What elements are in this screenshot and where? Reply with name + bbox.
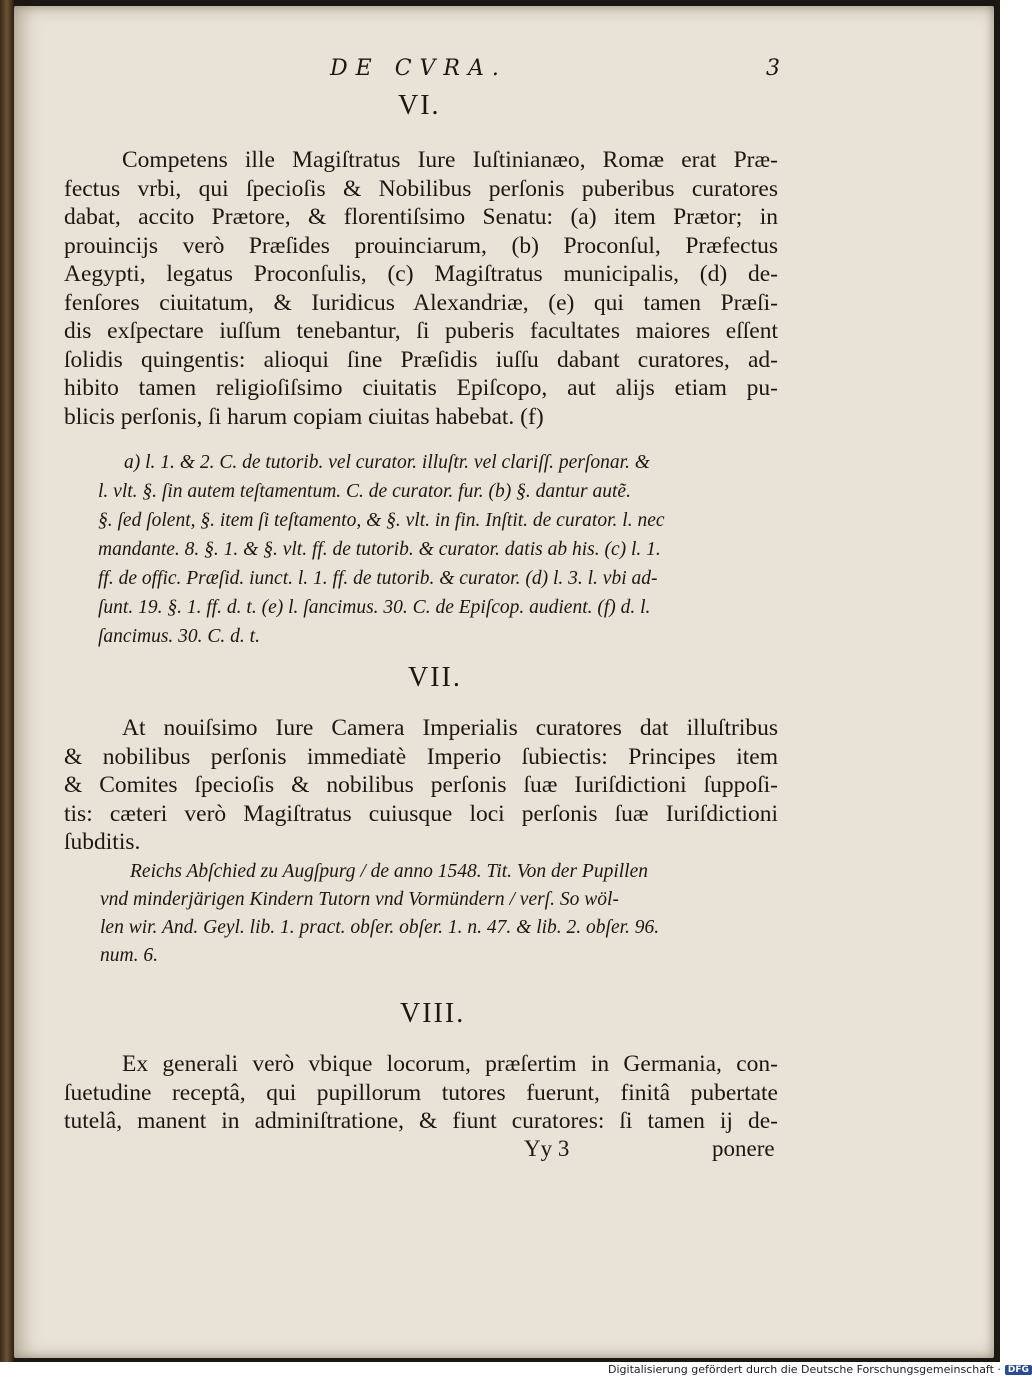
text-line: fectus vrbi, qui ſpecioſis & Nobilibus perſonis puberibus curatores xyxy=(64,175,778,202)
page-number: 3 xyxy=(766,56,780,81)
text-line: dis exſpectare iuſſum tenebantur, ſi puberis facultates maiores eſſent xyxy=(64,318,778,344)
note-line: ff. de offic. Præſid. iunct. l. 1. ff. de tutorib. & curator. (d) l. 3. l. vbi ad- xyxy=(98,568,658,589)
text-line: fenſores ciuitatum, & Iuridicus Alexandriæ, (e) qui tamen Præſi- xyxy=(64,289,778,316)
text-line: hibito tamen religioſiſsimo ciuitatis Epiſcopo, aut alijs etiam pu- xyxy=(64,375,778,401)
catchword: ponere xyxy=(712,1136,775,1161)
note-line: a) l. 1. & 2. C. de tutorib. vel curator. illuſtr. vel clariſſ. perſonar. & xyxy=(124,452,650,473)
text-line: tutelâ, manent in adminiſtratione, & fiunt curatores: ſi tamen ij de- xyxy=(64,1108,778,1134)
paragraph-vi xyxy=(64,146,778,431)
note-line: mandante. 8. §. 1. & §. vlt. ff. de tutorib. & curator. datis ab his. (c) l. 1. xyxy=(98,539,661,560)
running-head: DE CVRA. xyxy=(330,56,507,81)
section-heading-vii: VII. xyxy=(408,662,462,693)
text-line: ſuetudine receptâ, qui pupillorum tutores fuerunt, finitâ pubertate xyxy=(64,1079,778,1106)
footnotes-vii xyxy=(100,858,790,970)
note-line: §. ſed ſolent, §. item ſi teſtamento, & §. vlt. in fin. Inſtit. de curator. l. nec xyxy=(98,510,665,531)
note-line: l. vlt. §. ſin autem teſtamentum. C. de curator. fur. (b) §. dantur autẽ. xyxy=(98,481,631,502)
note-line: ſunt. 19. §. 1. ff. d. t. (e) l. ſancimus. 30. C. de Epiſcop. audient. (f) d. l. xyxy=(98,597,651,618)
text-line: tis: cæteri verò Magiſtratus cuiusque loci perſonis ſuæ Iuriſdictioni xyxy=(64,800,778,827)
note-line: ſancimus. 30. C. d. t. xyxy=(98,626,260,647)
book-edge xyxy=(0,0,14,1362)
text-line: ſubditis. xyxy=(64,829,141,855)
text-line: Aegypti, legatus Proconſulis, (c) Magiſtratus municipalis, (d) de- xyxy=(64,261,778,287)
paragraph-vii xyxy=(64,714,778,857)
text-line: blicis perſonis, ſi harum copiam ciuitas habebat. (f) xyxy=(64,403,544,430)
signature-mark: Yy 3 xyxy=(524,1136,570,1161)
text-line: Ex generali verò vbique locorum, præſertim in Germania, con- xyxy=(122,1051,778,1077)
section-heading-vi: VI. xyxy=(398,90,441,121)
text-line: dabat, accito Prætore, & florentiſsimo Senatu: (a) item Prætor; in xyxy=(64,204,778,230)
note-line: Reichs Abſchied zu Augſpurg / de anno 1548. Tit. Von der Pupillen xyxy=(130,861,648,882)
footer-text: Digitalisierung gefördert durch die Deutsche Forschungsgemeinschaft · xyxy=(608,1363,1001,1376)
text-line: At nouiſsimo Iure Camera Imperialis curatores dat illuſtribus xyxy=(122,715,778,741)
footnotes-vi xyxy=(98,448,758,651)
text-line: prouincijs verò Præſides prouinciarum, (b) Proconſul, Præfectus xyxy=(64,232,778,259)
text-line: & nobilibus perſonis immediatè Imperio ſubiectis: Principes item xyxy=(64,743,778,770)
text-line: Competens ille Magiſtratus Iure Iuſtinianæo, Romæ erat Præ- xyxy=(122,147,778,173)
digitization-footer xyxy=(608,1363,1032,1376)
note-line: len wir. And. Geyl. lib. 1. pract. obſer. obſer. 1. n. 47. & lib. 2. obſer. 96. xyxy=(100,917,660,938)
text-line: ſolidis quingentis: alioqui ſine Præſidis iuſſu dabant curatores, ad- xyxy=(64,346,778,373)
paragraph-viii xyxy=(64,1050,778,1136)
dfg-logo: DFG xyxy=(1005,1365,1032,1375)
section-heading-viii: VIII. xyxy=(400,998,466,1029)
note-line: num. 6. xyxy=(100,945,158,966)
note-line: vnd minderjärigen Kindern Tutorn vnd Vormündern / verſ. So wöl- xyxy=(100,889,619,910)
text-line: & Comites ſpecioſis & nobilibus perſonis ſuæ Iuriſdictioni ſuppoſi- xyxy=(64,772,778,798)
